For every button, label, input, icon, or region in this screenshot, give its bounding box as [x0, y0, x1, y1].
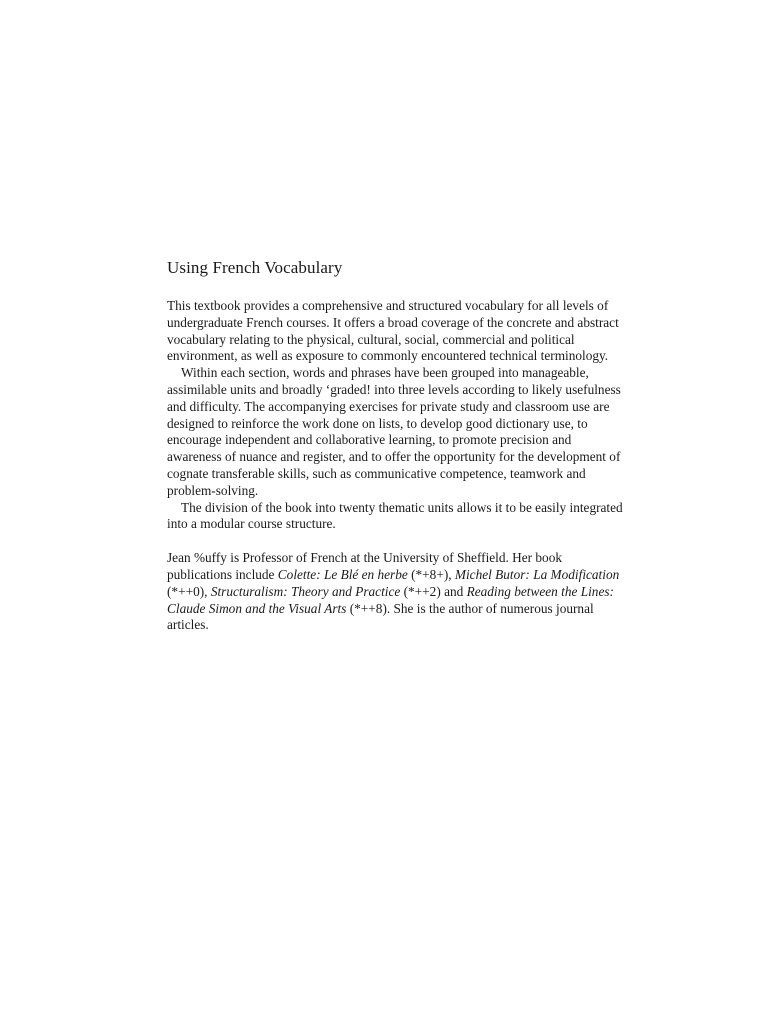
- bio-title-colette: Colette: Le Blé en herbe: [277, 566, 408, 582]
- bio-title-structuralism: Structuralism: Theory and Practice: [210, 583, 401, 599]
- bio-text-5: (*++8). She is the author of numerous journal articles.: [167, 600, 594, 633]
- bio-text-1: Jean %uffy is Professor of French at the University of Sheffield. Her book publications include: [167, 550, 563, 582]
- book-description-page: [167, 257, 627, 634]
- book-title: Using French Vocabulary: [167, 258, 343, 277]
- bio-text-3: (*++0),: [167, 583, 211, 599]
- author-bio: [167, 550, 627, 634]
- description-paragraph-2: Within each section, words and phrases have been grouped into manageable, assimilable units and broadly ‘graded! into three levels according to likely usefulness and difficulty. The accompanying exercises for private study and classroom use are designed to reinforce the work done on lists, to develop good dictionary use, to encourage independent and collaborative learning, to promote precision and awareness of nuance and register, and to offer the opportunity for the development of cognate transferable skills, such as communicative competence, teamwork and problem-solving.: [167, 365, 621, 498]
- bio-title-reading-between-lines: Reading between the Lines: Claude Simon and the Visual Arts: [167, 583, 614, 616]
- bio-title-butor: Michel Butor: La Modification: [454, 566, 620, 582]
- description-paragraph-1: This textbook provides a comprehensive and structured vocabulary for all levels of undergraduate French courses. It offers a broad coverage of the concrete and abstract vocabulary relating to the physical, cultural, social, commercial and political environment, as well as exposure to commonly encountered technical terminology.: [167, 298, 619, 364]
- bio-text-2: (*+8+),: [407, 566, 455, 582]
- description-paragraph-3: The division of the book into twenty thematic units allows it to be easily integrated into a modular course structure.: [167, 499, 623, 532]
- bio-text-4: (*++2) and: [400, 583, 467, 599]
